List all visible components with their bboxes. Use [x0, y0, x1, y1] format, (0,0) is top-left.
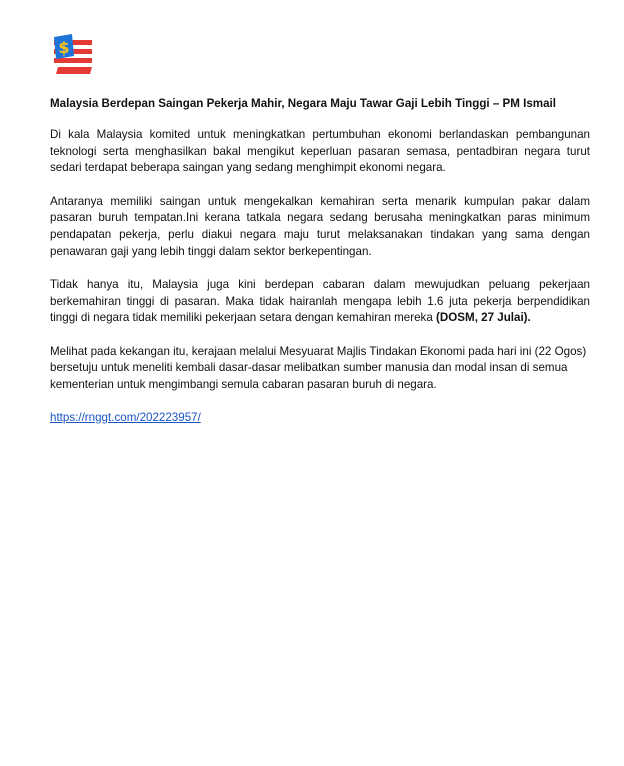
source-link[interactable]: https://rnggt.com/202223957/: [50, 411, 201, 425]
svg-text:$: $: [58, 38, 70, 57]
citation: (DOSM, 27 Julai).: [436, 311, 531, 325]
paragraph-1: Di kala Malaysia komited untuk meningkatkan pertumbuhan ekonomi berlandaskan pembangunan teknologi serta menghasilkan bakal mengikut keperluan pasaran semasa, pentadbiran negara turut sedari terdapat beberapa saingan yang sedang menghimpit ekonomi negara.: [50, 128, 590, 175]
link-paragraph: [50, 410, 590, 427]
paragraph-2: Antaranya memiliki saingan untuk mengekalkan kemahiran serta menarik kumpulan pakar dalam pasaran buruh tempatan.Ini kerana tatkala negara sedang berusaha meningkatkan paras minimum pendapatan pekerja, perlu diakui negara maju turut melaksanakan tindakan yang sama dengan penawaran gaji yang lebih tinggi dalam sektor berkepentingan.: [50, 194, 590, 258]
document-body: [50, 127, 590, 443]
paragraph-4: Melihat pada kekangan itu, kerajaan melalui Mesyuarat Majlis Tindakan Ekonomi pada hari ini (22 Ogos) bersetuju untuk meneliti kembali dasar-dasar melibatkan sumber manusia dan modal insan di semua kementerian untuk mengimbangi semula cabaran pasaran buruh di negara.: [50, 344, 587, 391]
document-title: Malaysia Berdepan Saingan Pekerja Mahir, Negara Maju Tawar Gaji Lebih Tinggi – PM Ismail: [50, 97, 556, 110]
dollar-flag-logo: [48, 34, 94, 76]
paragraph-3: [50, 277, 590, 327]
paragraph-3-text: Tidak hanya itu, Malaysia juga kini berdepan cabaran dalam mewujudkan peluang pekerjaan berkemahiran tinggi di pasaran. Maka tidak hairanlah mengapa lebih 1.6 juta pekerja berpendidikan tinggi di negara tidak memiliki pekerjaan setara dengan kemahiran mereka: [50, 277, 590, 325]
